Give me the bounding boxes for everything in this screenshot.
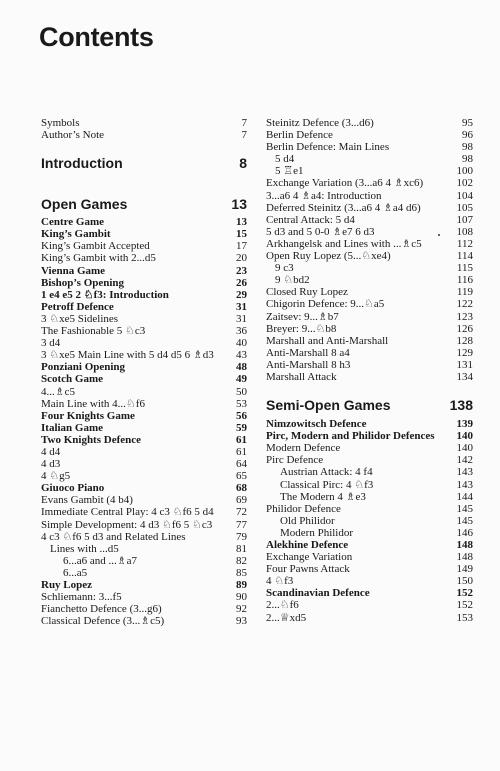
entry-page: 7 [241,129,247,142]
toc-entry[interactable]: Nimzowitsch Defence 139 [266,418,473,431]
toc-entry[interactable]: Fianchetto Defence (3...g6) 92 [41,603,247,616]
toc-entry[interactable]: 2...♘f6 152 [266,599,473,612]
toc-entry[interactable] [41,129,247,141]
toc-entry[interactable]: 9 c3 115 [275,262,473,275]
toc-entry[interactable]: 5 ♖e1 100 [275,165,473,178]
toc-entry[interactable]: Four Pawns Attack 149 [266,563,473,576]
toc-entry[interactable]: Main Line with 4...♘f6 53 [41,397,247,410]
toc-entry[interactable]: Marshall and Anti-Marshall 128 [266,334,473,347]
toc-entry[interactable]: Closed Ruy Lopez 119 [266,286,473,299]
toc-entry[interactable]: 4 ♘f3 150 [266,575,473,588]
toc-entry[interactable]: King’s Gambit with 2...d5 20 [41,252,247,265]
toc-entry[interactable]: 2...♕xd5 153 [266,611,473,624]
section-heading-semi-open-games[interactable]: Semi-Open Games 138 [266,397,473,414]
section-heading-open-games[interactable]: Open Games 13 [41,196,247,213]
section-heading-introduction[interactable]: Introduction 8 [41,155,247,172]
toc-entry[interactable]: Austrian Attack: 4 f4 143 [280,466,473,479]
toc-entry[interactable]: Petroff Defence 31 [41,300,247,313]
toc-entry[interactable]: Old Philidor 145 [280,514,473,527]
toc-entry[interactable]: 3 d4 40 [41,337,247,350]
toc-entry[interactable]: 4 c3 ♘f6 5 d3 and Related Lines 79 [41,530,247,543]
toc-entry[interactable] [41,117,247,129]
toc-entry[interactable]: Giuoco Piano 68 [41,482,247,495]
toc-entry[interactable]: Anti-Marshall 8 h3 131 [266,358,473,371]
toc-entry[interactable]: Centre Game 13 [41,216,247,229]
page-title: Contents [39,22,154,52]
toc-entry[interactable]: 4...♗c5 50 [41,385,247,398]
toc-entry[interactable]: 4 d4 61 [41,445,247,458]
toc-entry[interactable]: Central Attack: 5 d4 107 [266,213,473,226]
toc-entry[interactable]: Chigorin Defence: 9...♘a5 122 [266,298,473,311]
toc-entry[interactable]: 5 d4 98 [275,153,473,166]
toc-entry[interactable]: Marshall Attack 134 [266,370,473,383]
toc-entry[interactable]: 1 e4 e5 2 ♘f3: Introduction 29 [41,288,247,301]
toc-entry[interactable]: Immediate Central Play: 4 c3 ♘f6 5 d4 72 [41,506,247,519]
toc-entry[interactable]: Schliemann: 3...f5 90 [41,591,247,604]
toc-entry[interactable]: 6...a5 85 [63,566,247,579]
toc-entry[interactable]: Zaitsev: 9...♗b7 123 [266,310,473,323]
toc-entry[interactable]: Lines with ...d5 81 [50,542,247,555]
entry-label: Author’s Note [41,129,105,142]
toc-entry[interactable]: Steinitz Defence (3...d6) 95 [266,117,473,129]
toc-entry[interactable]: The Fashionable 5 ♘c3 36 [41,325,247,338]
toc-entry[interactable]: 6...a6 and ...♗a7 82 [63,554,247,567]
toc-entry[interactable]: Open Ruy Lopez (5...♘xe4) 114 [266,250,473,263]
toc-entry[interactable]: 9 ♘bd2 116 [275,274,473,287]
toc-entry[interactable]: Breyer: 9...♘b8 126 [266,322,473,335]
toc-entry[interactable]: 3 ♘xe5 Main Line with 5 d4 d5 6 ♗d3 43 [41,349,247,362]
toc-entry[interactable]: Pirc, Modern and Philidor Defences 140 [266,430,473,443]
toc-entry[interactable]: 3 ♘xe5 Sidelines 31 [41,312,247,325]
toc-entry[interactable]: Deferred Steinitz (3...a6 4 ♗a4 d6) 105 [266,201,473,214]
toc-entry[interactable]: Scandinavian Defence 152 [266,587,473,600]
toc-entry[interactable]: The Modern 4 ♗e3 144 [280,490,473,503]
toc-entry[interactable]: Evans Gambit (4 b4) 69 [41,494,247,507]
toc-entry[interactable]: Modern Defence 140 [266,442,473,455]
toc-entry[interactable]: Exchange Variation (3...a6 4 ♗xc6) 102 [266,177,473,190]
toc-entry[interactable]: 3...a6 4 ♗a4: Introduction 104 [266,189,473,202]
entry-label: Symbols [41,117,80,129]
toc-entry[interactable]: Vienna Game 23 [41,264,247,277]
toc-entry[interactable]: 4 ♘g5 65 [41,470,247,483]
toc-entry[interactable]: Bishop’s Opening 26 [41,276,247,289]
toc-entry[interactable]: 4 d3 64 [41,458,247,471]
toc-entry[interactable]: Ponziani Opening 48 [41,361,247,374]
toc-entry[interactable]: 5 d3 and 5 0-0 ♗e7 6 d3 108 [266,225,473,238]
toc-entry[interactable]: Italian Game 59 [41,421,247,434]
toc-entry[interactable]: Berlin Defence: Main Lines 98 [266,141,473,154]
toc-entry[interactable]: Berlin Defence 96 [266,129,473,142]
toc-entry[interactable]: Arkhangelsk and Lines with ...♗c5 112 [266,237,473,250]
toc-entry[interactable]: Philidor Defence 145 [266,502,473,515]
toc-entry[interactable]: Scotch Game 49 [41,373,247,386]
contents-left-column [41,117,247,627]
toc-entry[interactable]: Four Knights Game 56 [41,409,247,422]
toc-entry[interactable]: Exchange Variation 148 [266,551,473,564]
toc-entry[interactable]: Anti-Marshall 8 a4 129 [266,346,473,359]
toc-entry[interactable]: Pirc Defence 142 [266,454,473,467]
toc-entry[interactable]: Modern Philidor 146 [280,526,473,539]
toc-entry[interactable]: Classical Defence (3...♗c5) 93 [41,615,247,628]
entry-page: 7 [241,117,247,129]
toc-entry[interactable]: Simple Development: 4 d3 ♘f6 5 ♘c3 77 [41,518,247,531]
toc-entry[interactable]: Ruy Lopez 89 [41,579,247,591]
toc-entry[interactable]: King’s Gambit 15 [41,228,247,241]
toc-entry[interactable]: Alekhine Defence 148 [266,539,473,551]
contents-right-column [266,117,473,624]
toc-entry[interactable]: Classical Pirc: 4 ♘f3 143 [280,478,473,491]
scan-speck [438,234,440,236]
toc-entry[interactable]: Two Knights Defence 61 [41,433,247,446]
toc-entry[interactable]: King’s Gambit Accepted 17 [41,240,247,253]
